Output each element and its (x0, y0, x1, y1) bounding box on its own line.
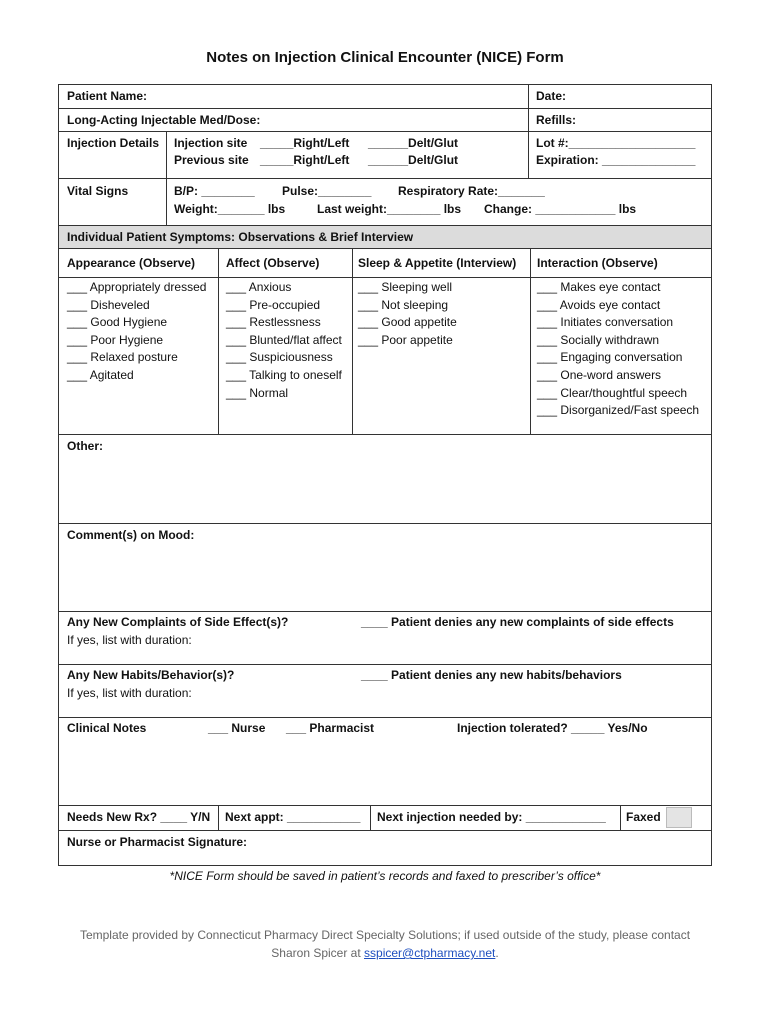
side-effects-duration-label: If yes, list with duration: (67, 633, 192, 647)
interaction-option[interactable]: ___ One-word answers (537, 367, 662, 382)
symptoms-checklist-row (59, 277, 711, 434)
sleep-appetite-list (358, 279, 457, 349)
appearance-list (67, 279, 206, 385)
habits-denies-field[interactable]: ____ Patient denies any new habits/behaviors (361, 668, 622, 682)
appearance-header: Appearance (Observe) (67, 256, 196, 270)
affect-header: Affect (Observe) (226, 256, 320, 270)
affect-option[interactable]: ___ Restlessness (226, 315, 321, 330)
pulse-field[interactable]: Pulse:________ (282, 184, 372, 198)
injection-site-delt-glut[interactable]: ______Delt/Glut (368, 136, 459, 150)
weight-field[interactable]: Weight:_______ lbs (174, 202, 286, 216)
sleep-appetite-option[interactable]: ___ Poor appetite (358, 332, 453, 347)
injection-details-label: Injection Details (67, 136, 160, 150)
interaction-option[interactable]: ___ Avoids eye contact (537, 297, 661, 312)
affect-option[interactable]: ___ Blunted/flat affect (226, 332, 342, 347)
faxed-checkbox[interactable] (666, 807, 692, 828)
pharmacist-field[interactable]: ___ Pharmacist (286, 721, 375, 735)
side-effects-label: Any New Complaints of Side Effect(s)? (67, 615, 289, 629)
sleep-appetite-option[interactable]: ___ Not sleeping (358, 297, 449, 312)
footer-line-1: Template provided by Connecticut Pharmacy Direct Specialty Solutions; if used outside of the study, please contact (79, 928, 691, 942)
previous-site-delt-glut[interactable]: ______Delt/Glut (368, 153, 459, 167)
interaction-option[interactable]: ___ Socially withdrawn (537, 332, 660, 347)
sleep-appetite-option[interactable]: ___ Sleeping well (358, 280, 453, 294)
affect-list (226, 279, 342, 402)
faxed-label: Faxed (626, 810, 661, 824)
habits-row (59, 664, 711, 717)
clinical-notes-label: Clinical Notes (67, 721, 147, 735)
previous-site-right-left[interactable]: _____Right/Left (260, 153, 350, 167)
med-dose-row (59, 108, 711, 131)
blood-pressure-field[interactable]: B/P: ________ (174, 184, 255, 198)
previous-site-label: Previous site (174, 153, 249, 167)
date-field[interactable]: Date: (536, 89, 567, 103)
mood-row[interactable] (59, 523, 711, 611)
weight-change-field[interactable]: Change: ____________ lbs (484, 202, 637, 216)
injection-site-label: Injection site (174, 136, 248, 150)
affect-option[interactable]: ___ Anxious (226, 280, 292, 294)
interaction-list (537, 279, 699, 420)
sleep-appetite-option[interactable]: ___ Good appetite (358, 315, 457, 330)
patient-name-field[interactable]: Patient Name: (67, 89, 148, 103)
interaction-option[interactable]: ___ Clear/thoughtful speech (537, 385, 688, 400)
footer-period: . (495, 946, 499, 960)
refills-field[interactable]: Refills: (536, 113, 577, 127)
affect-option[interactable]: ___ Pre-occupied (226, 297, 321, 312)
affect-option[interactable]: ___ Normal (226, 385, 289, 400)
affect-option[interactable]: ___ Suspiciousness (226, 350, 333, 365)
appearance-option[interactable]: ___ Good Hygiene (67, 315, 168, 330)
injection-details-row (59, 131, 711, 178)
signature-row[interactable] (59, 830, 711, 866)
save-instruction-note: *NICE Form should be saved in patient’s records and faxed to prescriber’s office* (169, 869, 601, 883)
symptoms-header-row (59, 248, 711, 277)
side-effects-row (59, 611, 711, 664)
appearance-option[interactable]: ___ Disheveled (67, 297, 150, 312)
interaction-option[interactable]: ___ Engaging conversation (537, 350, 683, 365)
sleep-appetite-header: Sleep & Appetite (Interview) (358, 256, 517, 270)
followup-row (59, 805, 711, 830)
interaction-option[interactable]: ___ Initiates conversation (537, 315, 674, 330)
appearance-option[interactable]: ___ Appropriately dressed (67, 280, 207, 294)
side-effects-denies-field[interactable]: ____ Patient denies any new complaints of side effects (361, 615, 674, 629)
other-label: Other: (67, 439, 103, 453)
signature-label: Nurse or Pharmacist Signature: (67, 835, 248, 849)
patient-row (59, 85, 711, 108)
habits-label: Any New Habits/Behavior(s)? (67, 668, 235, 682)
other-row[interactable] (59, 434, 711, 523)
affect-option[interactable]: ___ Talking to oneself (226, 367, 342, 382)
appearance-option[interactable]: ___ Agitated (67, 367, 134, 382)
mood-label: Comment(s) on Mood: (67, 528, 195, 542)
interaction-option[interactable]: ___ Makes eye contact (537, 280, 661, 294)
lot-number-field[interactable]: Lot #:___________________ (536, 136, 696, 150)
clinical-notes-row[interactable] (59, 717, 711, 805)
last-weight-field[interactable]: Last weight:________ lbs (317, 202, 462, 216)
page-title: Notes on Injection Clinical Encounter (NICE) Form (206, 49, 564, 66)
appearance-option[interactable]: ___ Relaxed posture (67, 350, 178, 365)
expiration-field[interactable]: Expiration: ______________ (536, 153, 696, 167)
next-injection-field[interactable]: Next injection needed by: ____________ (377, 810, 606, 824)
injection-site-right-left[interactable]: _____Right/Left (260, 136, 350, 150)
interaction-header: Interaction (Observe) (537, 256, 658, 270)
footer-line-2 (0, 944, 770, 962)
contact-email-link[interactable]: sspicer@ctpharmacy.net (364, 946, 496, 960)
nurse-field[interactable]: ___ Nurse (208, 721, 266, 735)
needs-new-rx-field[interactable]: Needs New Rx? ____ Y/N (67, 810, 211, 824)
vital-signs-label: Vital Signs (67, 184, 129, 198)
respiratory-rate-field[interactable]: Respiratory Rate:_______ (398, 184, 545, 198)
symptoms-heading: Individual Patient Symptoms: Observations & Brief Interview (67, 230, 414, 244)
injection-tolerated-field[interactable]: Injection tolerated? _____ Yes/No (457, 721, 648, 735)
footer-contact-text: Sharon Spicer at (271, 946, 365, 960)
appearance-option[interactable]: ___ Poor Hygiene (67, 332, 164, 347)
symptoms-heading-row (59, 225, 711, 248)
footer (0, 926, 770, 962)
med-dose-field[interactable]: Long-Acting Injectable Med/Dose: (67, 113, 261, 127)
interaction-option[interactable]: ___ Disorganized/Fast speech (537, 403, 700, 418)
vital-signs-row (59, 178, 711, 225)
habits-duration-label: If yes, list with duration: (67, 686, 192, 700)
form-table (58, 84, 712, 866)
next-appointment-field[interactable]: Next appt: ___________ (225, 810, 361, 824)
